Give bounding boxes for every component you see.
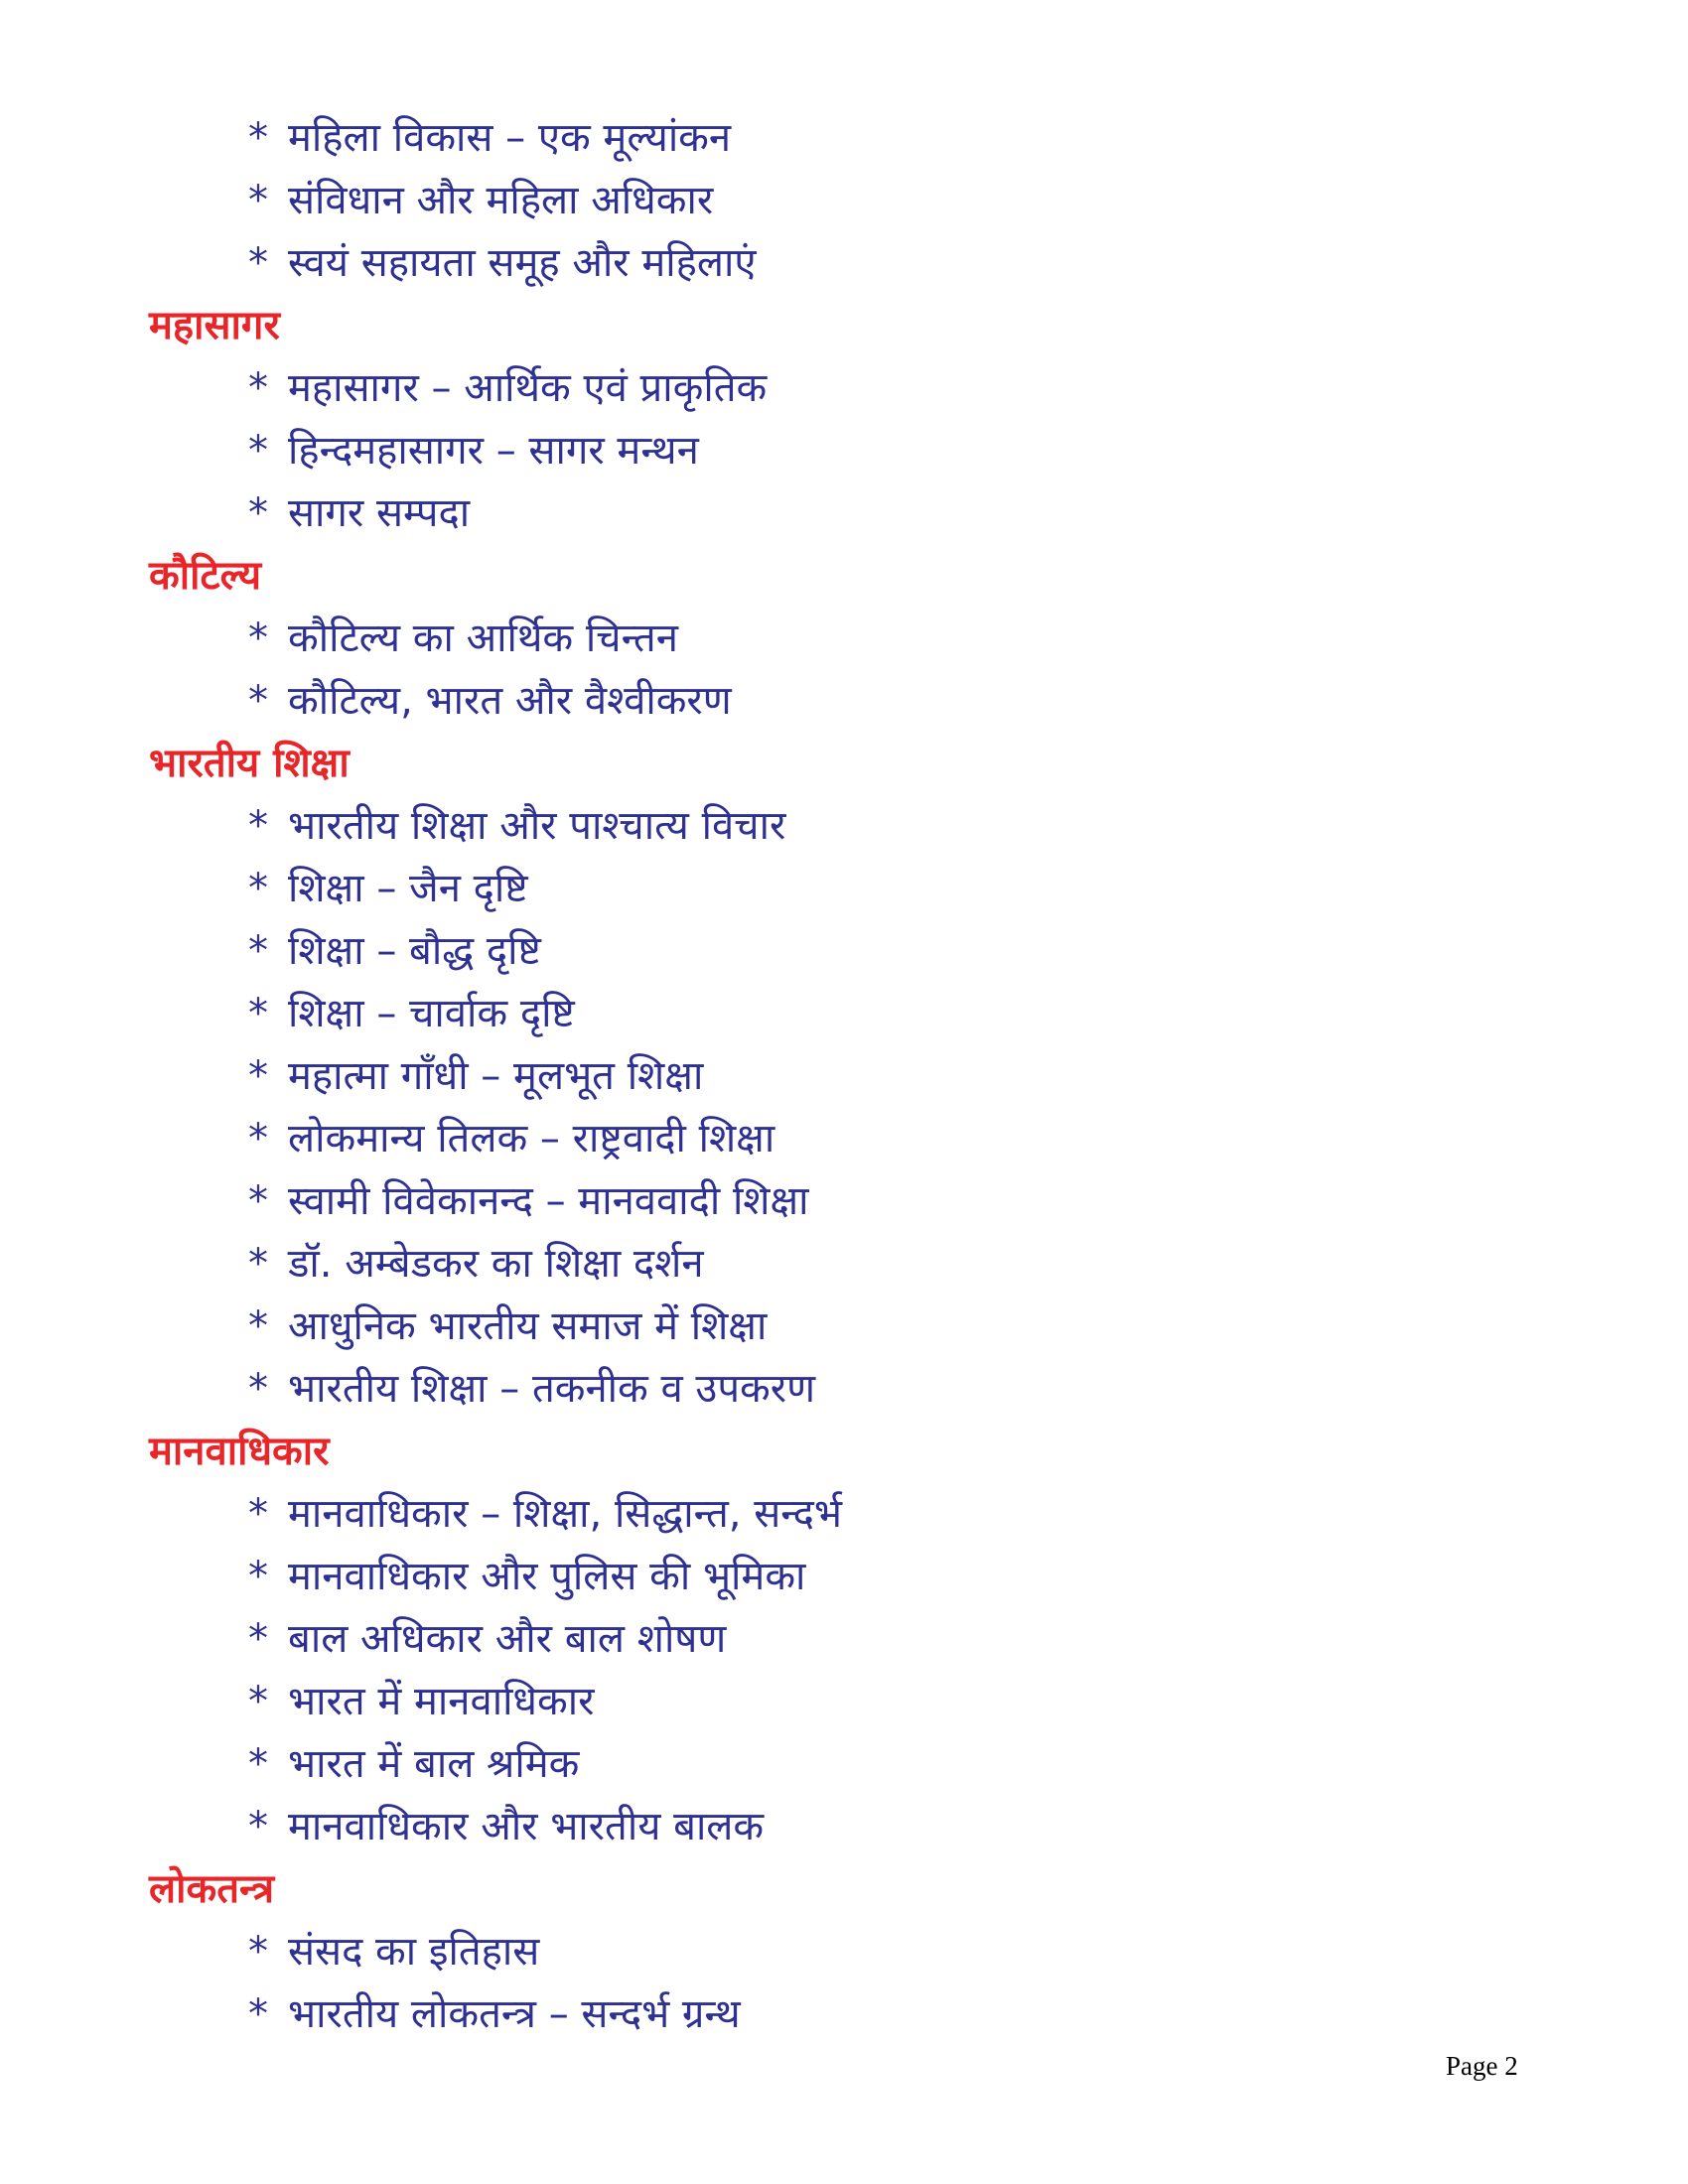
list-item-text: शिक्षा – जैन दृष्टि bbox=[288, 866, 528, 911]
bullet-asterisk: * bbox=[248, 1303, 268, 1349]
list-item-text: मानवाधिकार – शिक्षा, सिद्धान्त, सन्दर्भ bbox=[288, 1491, 842, 1537]
list-item-text: कौटिल्य का आर्थिक चिन्तन bbox=[288, 615, 678, 661]
list-item bbox=[0, 1170, 1688, 1233]
list-item bbox=[0, 858, 1688, 920]
list-item bbox=[0, 1546, 1688, 1608]
list-item-text: लोकमान्य तिलक – राष्ट्रवादी शिक्षा bbox=[288, 1116, 775, 1161]
list-item-text: संविधान और महिला अधिकार bbox=[288, 178, 714, 223]
list-item bbox=[0, 920, 1688, 983]
section-heading: भारतीय शिक्षा bbox=[149, 741, 350, 786]
list-item bbox=[0, 1796, 1688, 1858]
list-item bbox=[0, 1045, 1688, 1108]
list-item-text: शिक्षा – चार्वाक दृष्टि bbox=[288, 991, 575, 1036]
list-item bbox=[0, 1921, 1688, 1983]
section-heading: महासागर bbox=[149, 303, 280, 348]
list-item-text: महिला विकास – एक मूल्यांकन bbox=[288, 115, 732, 161]
bullet-asterisk: * bbox=[248, 615, 268, 661]
bullet-asterisk: * bbox=[248, 1741, 268, 1787]
list-item-text: शिक्षा – बौद्ध दृष्टि bbox=[288, 928, 541, 974]
list-item bbox=[0, 1483, 1688, 1546]
bullet-asterisk: * bbox=[248, 490, 268, 536]
bullet-asterisk: * bbox=[248, 1616, 268, 1662]
list-item bbox=[0, 795, 1688, 858]
bullet-asterisk: * bbox=[248, 1366, 268, 1412]
bullet-asterisk: * bbox=[248, 866, 268, 911]
list-item bbox=[0, 670, 1688, 733]
list-item-text: भारतीय शिक्षा – तकनीक व उपकरण bbox=[288, 1366, 816, 1412]
list-item-text: हिन्दमहासागर – सागर मन्थन bbox=[288, 428, 699, 474]
list-item-text: बाल अधिकार और बाल शोषण bbox=[288, 1616, 727, 1662]
list-item bbox=[0, 420, 1688, 482]
bullet-asterisk: * bbox=[248, 1554, 268, 1599]
list-item bbox=[0, 983, 1688, 1045]
list-item bbox=[0, 1983, 1688, 2046]
document-body bbox=[0, 107, 1688, 2046]
list-item-text: संसद का इतिहास bbox=[288, 1929, 540, 1975]
list-item-text: भारत में मानवाधिकार bbox=[288, 1679, 595, 1724]
list-item-text: मानवाधिकार और भारतीय बालक bbox=[288, 1804, 765, 1849]
list-item bbox=[0, 357, 1688, 420]
list-item-text: भारतीय लोकतन्त्र – सन्दर्भ ग्रन्थ bbox=[288, 1991, 741, 2037]
list-item-text: स्वयं सहायता समूह और महिलाएं bbox=[288, 240, 757, 286]
list-item bbox=[0, 170, 1688, 232]
bullet-asterisk: * bbox=[248, 1053, 268, 1099]
list-item bbox=[0, 608, 1688, 670]
list-item bbox=[0, 1233, 1688, 1296]
list-item bbox=[0, 482, 1688, 545]
list-item-text: कौटिल्य, भारत और वैश्वीकरण bbox=[288, 678, 732, 724]
bullet-asterisk: * bbox=[248, 240, 268, 286]
list-item bbox=[0, 1733, 1688, 1796]
list-item bbox=[0, 1358, 1688, 1421]
list-item bbox=[0, 232, 1688, 295]
bullet-asterisk: * bbox=[248, 178, 268, 223]
bullet-asterisk: * bbox=[248, 1116, 268, 1161]
list-item-text: महासागर – आर्थिक एवं प्राकृतिक bbox=[288, 365, 768, 411]
list-item bbox=[0, 1671, 1688, 1733]
list-item-text: आधुनिक भारतीय समाज में शिक्षा bbox=[288, 1303, 768, 1349]
list-item-text: भारत में बाल श्रमिक bbox=[288, 1741, 580, 1787]
bullet-asterisk: * bbox=[248, 1929, 268, 1975]
page-number: Page 2 bbox=[1446, 2051, 1518, 2081]
list-item bbox=[0, 1296, 1688, 1358]
bullet-asterisk: * bbox=[248, 1241, 268, 1287]
section-heading: लोकतन्त्र bbox=[149, 1866, 275, 1912]
list-item-text: भारतीय शिक्षा और पाश्चात्य विचार bbox=[288, 803, 786, 849]
list-item bbox=[0, 107, 1688, 170]
bullet-asterisk: * bbox=[248, 991, 268, 1036]
bullet-asterisk: * bbox=[248, 428, 268, 474]
bullet-asterisk: * bbox=[248, 1679, 268, 1724]
list-item-text: स्वामी विवेकानन्द – मानववादी शिक्षा bbox=[288, 1178, 809, 1224]
list-item-text: महात्मा गाँधी – मूलभूत शिक्षा bbox=[288, 1053, 704, 1099]
bullet-asterisk: * bbox=[248, 1991, 268, 2037]
bullet-asterisk: * bbox=[248, 1491, 268, 1537]
bullet-asterisk: * bbox=[248, 115, 268, 161]
section-heading: कौटिल्य bbox=[149, 553, 262, 599]
bullet-asterisk: * bbox=[248, 928, 268, 974]
bullet-asterisk: * bbox=[248, 1178, 268, 1224]
bullet-asterisk: * bbox=[248, 1804, 268, 1849]
bullet-asterisk: * bbox=[248, 803, 268, 849]
list-item-text: सागर सम्पदा bbox=[288, 490, 471, 536]
list-item-text: डॉ. अम्बेडकर का शिक्षा दर्शन bbox=[288, 1241, 704, 1287]
list-item-text: मानवाधिकार और पुलिस की भूमिका bbox=[288, 1554, 806, 1599]
bullet-asterisk: * bbox=[248, 678, 268, 724]
list-item bbox=[0, 1108, 1688, 1170]
bullet-asterisk: * bbox=[248, 365, 268, 411]
section-heading: मानवाधिकार bbox=[149, 1429, 330, 1474]
list-item bbox=[0, 1608, 1688, 1671]
